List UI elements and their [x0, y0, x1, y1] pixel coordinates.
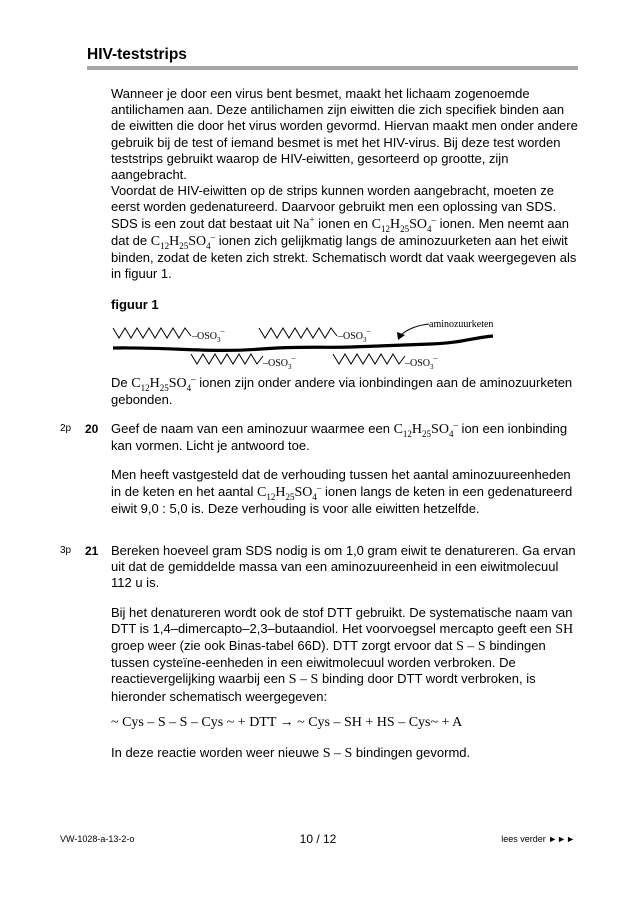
osulfate-group: $-OSO_3^-$ — [263, 352, 296, 370]
intro-paragraph: Wanneer je door een virus bent besmet, maakt het lichaam zogenoemde antilichamen aan. Deze antilichamen zijn eiwitten die zich specifiek binden aan de eiwitten die door het virus worden gevormd. Hiervan maakt men onder andere gebruik bij de test of iemand besmet is met het HIV-virus. Bij deze test worden teststrips gebruikt waarop de HIV-eiwitten, gesorteerd op grootte, zijn aangebracht. — [111, 86, 578, 183]
chain-label: aminozuurketen — [429, 318, 494, 330]
section-title: HIV-teststrips — [87, 46, 187, 63]
hydrocarbon-tail — [259, 328, 337, 338]
question-number: 20 — [85, 422, 99, 437]
dodecylsulfate-formula: $C_{12}H_{25}SO_4^-$ — [150, 231, 216, 251]
page-number: 10 / 12 — [299, 832, 337, 846]
page-content — [60, 86, 581, 762]
sh-group: SH — [555, 621, 574, 637]
closing-paragraph: In deze reactie worden weer nieuwe S – S bindingen gevormd. — [111, 745, 471, 762]
exam-code: VW-1028-a-13-2-o — [60, 834, 135, 844]
ss-bond: S – S — [288, 672, 319, 688]
ss-bond: S – S — [322, 746, 353, 762]
figure-1 — [111, 318, 581, 370]
dodecylsulfate-formula: $C_{12}H_{25}SO_4^-$ — [257, 482, 322, 502]
continue-indicator: lees verder ►►► — [501, 834, 575, 844]
sds-paragraph: Voordat de HIV-eiwitten op de strips kunnen worden aangebracht, moeten ze eerst worden gedenatureerd. Daarvoor gebruikt men een oplossing van SDS. SDS is een zout dat bestaat uit Na+ ionen en $C_{12}H_{25}SO_4^-$ ionen. Men neemt aan dat de $C_{12}H_{25}SO_4^-$ ionen zich gelijkmatig langs de aminozuurketen aan het eiwit binden, zodat de keten zich strekt. Schematisch wordt dat vaak weergegeven als in figuur 1. — [111, 183, 577, 282]
osulfate-group: $-OSO_3^-$ — [338, 325, 371, 344]
amino-acid-chain — [113, 336, 493, 350]
dodecylsulfate-formula: $C_{12}H_{25}SO_4^-$ — [393, 419, 458, 439]
binding-paragraph: De $C_{12}H_{25}SO_4^-$ ionen zijn onder andere via ionbindingen aan de aminozuurketen gebonden. — [111, 372, 573, 407]
chain-label-arrow — [401, 324, 429, 335]
osulfate-group: $-OSO_3^-$ — [405, 352, 438, 370]
question-text: Geef de naam van een aminozuur waarmee een $C_{12}H_{25}SO_4^-$ ion een ionbinding kan vormen. Licht je antwoord toe. — [111, 419, 568, 454]
figure-1-diagram — [111, 318, 581, 370]
dodecylsulfate-formula: $C_{12}H_{25}SO_4^-$ — [371, 213, 436, 234]
hydrocarbon-tail — [333, 354, 405, 364]
question-points: 2p — [60, 423, 72, 435]
hydrocarbon-tail — [113, 328, 191, 338]
dtt-paragraph: Bij het denatureren wordt ook de stof DTT gebruikt. De systematische naam van DTT is 1,4–dimercapto–2,3–butaandiol. Het voorvoegsel mercapto geeft een SH groep weer (zie ook Binas-tabel 66D). DTT zorgt ervoor dat S – S bindingen tussen cysteïne-eenheden in een eiwitmolecuul worden verbroken. De reactievergelijking waarbij een S – S binding door DTT wordt verbroken, is hieronder schematisch weergegeven: — [111, 604, 574, 704]
dodecylsulfate-formula: $C_{12}H_{25}SO_4^-$ — [131, 372, 196, 393]
question-number: 21 — [85, 544, 99, 559]
osulfate-group: $-OSO_3^-$ — [192, 325, 225, 344]
hydrocarbon-tail — [191, 354, 263, 364]
question-text: Bereken hoeveel gram SDS nodig is om 1,0 gram eiwit te denatureren. Ga ervan uit dat de gemiddelde massa van een aminozuureenheid in een eiwitmolecuul 112 u is. — [111, 543, 576, 591]
header-divider — [87, 66, 578, 70]
figure-title: figuur 1 — [111, 297, 159, 313]
question-20 — [60, 419, 581, 454]
question-21 — [60, 543, 581, 592]
question-points: 3p — [60, 545, 72, 557]
reaction-equation: ~ Cys – S – S – Cys ~ + DTT → ~ Cys – SH + HS – Cys~ + A — [111, 714, 463, 730]
na-ion-formula: Na+ — [293, 213, 315, 232]
ss-bond: S – S — [456, 639, 486, 655]
ratio-paragraph: Men heeft vastgesteld dat de verhouding tussen het aantal aminozuureenheden in de keten en het aantal $C_{12}H_{25}SO_4^-$ ionen langs de keten in een gedenatureerd eiwit 9,0 : 5,0 is. Deze verhouding is voor alle eiwitten hetzelfde. — [111, 467, 573, 516]
